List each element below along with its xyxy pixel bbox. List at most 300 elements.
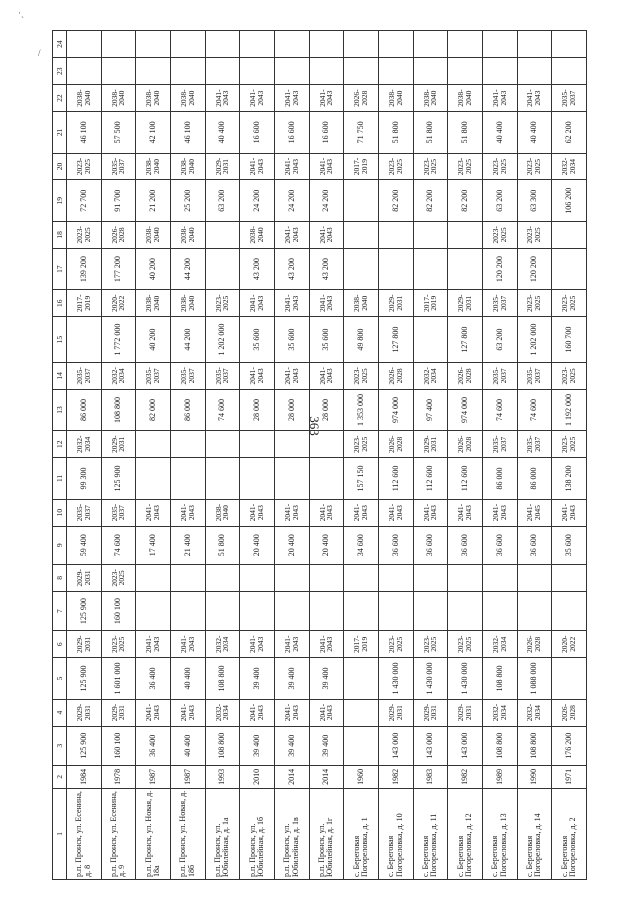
column-header: 9 (53, 526, 67, 564)
cost-cell: 160 700 (552, 317, 587, 363)
address-cell: с. Береговая Погореловка, д. 2 (552, 788, 587, 879)
cost-cell (274, 591, 309, 630)
period-cell: 2026-2028 (448, 431, 483, 458)
table-row (136, 31, 171, 880)
period-cell: 2029-2031 (448, 290, 483, 317)
table-row (205, 31, 240, 880)
period-cell: 2029-2031 (413, 699, 448, 726)
column-header: 13 (53, 389, 67, 430)
cost-cell (240, 58, 275, 85)
period-cell: 2041-2043 (274, 699, 309, 726)
column-header: 19 (53, 180, 67, 221)
cost-cell (378, 58, 413, 85)
cost-cell (136, 458, 171, 499)
period-cell: 2041-2043 (205, 85, 240, 112)
period-cell: 2038-2040 (136, 290, 171, 317)
period-cell: 2029-2031 (378, 290, 413, 317)
cost-cell: 35 600 (240, 317, 275, 363)
period-cell (309, 31, 344, 58)
cost-cell: 176 200 (552, 726, 587, 765)
cost-cell: 108 800 (205, 726, 240, 765)
cost-cell: 35 600 (274, 317, 309, 363)
period-cell (448, 31, 483, 58)
cost-cell: 74 600 (101, 526, 136, 564)
cost-cell: 51 800 (448, 112, 483, 153)
cost-cell (274, 458, 309, 499)
cost-cell: 49 800 (344, 317, 379, 363)
period-cell: 2023-2025 (517, 221, 552, 248)
period-cell: 2035-2037 (482, 362, 517, 389)
period-cell: 2023-2025 (552, 362, 587, 389)
cost-cell (101, 58, 136, 85)
cost-cell: 28 000 (240, 389, 275, 430)
period-cell: 2038-2040 (170, 85, 205, 112)
cost-cell: 51 800 (378, 112, 413, 153)
period-cell: 2020-2022 (101, 290, 136, 317)
period-cell: 2041-2043 (240, 631, 275, 658)
period-cell (101, 31, 136, 58)
address-cell: р.п. Пронск, ул. Юбилейная, д. 1г (309, 788, 344, 879)
period-cell (413, 221, 448, 248)
period-cell (552, 221, 587, 248)
cost-cell (413, 58, 448, 85)
cost-cell: 28 000 (309, 389, 344, 430)
column-header: 8 (53, 564, 67, 591)
cost-cell (448, 248, 483, 289)
cost-cell: 25 200 (170, 180, 205, 221)
period-cell: 2041-2043 (552, 499, 587, 526)
cost-cell: 43 200 (309, 248, 344, 289)
period-cell: 2041-2043 (482, 499, 517, 526)
cost-cell: 40 400 (205, 112, 240, 153)
year-built-cell: 1960 (344, 765, 379, 788)
cost-cell (413, 591, 448, 630)
cost-cell (378, 248, 413, 289)
period-cell: 2041-2043 (240, 85, 275, 112)
column-header: 1 (53, 788, 67, 879)
cost-cell: 108 800 (482, 726, 517, 765)
period-cell: 2029-2031 (378, 699, 413, 726)
cost-cell: 24 200 (309, 180, 344, 221)
cost-cell: 143 000 (378, 726, 413, 765)
cost-cell (309, 591, 344, 630)
period-cell: 2023-2025 (344, 362, 379, 389)
period-cell: 2035-2037 (517, 362, 552, 389)
cost-cell: 35 600 (309, 317, 344, 363)
period-cell: 2029-2031 (413, 431, 448, 458)
column-header: 18 (53, 221, 67, 248)
cost-cell: 108 800 (517, 726, 552, 765)
period-cell: 2023-2025 (101, 631, 136, 658)
period-cell: 2023-2025 (413, 153, 448, 180)
cost-cell: 36 600 (378, 526, 413, 564)
cost-cell: 112 600 (448, 458, 483, 499)
period-cell (240, 431, 275, 458)
column-header: 16 (53, 290, 67, 317)
address-cell: р.п. Пронск, ул. Юбилейная, д. 1а (205, 788, 240, 879)
column-header: 15 (53, 317, 67, 363)
period-cell: 2038-2040 (413, 85, 448, 112)
cost-cell: 974 000 (448, 389, 483, 430)
year-built-cell: 1978 (101, 765, 136, 788)
cost-cell: 51 800 (205, 526, 240, 564)
period-cell (274, 564, 309, 591)
cost-cell: 40 400 (517, 112, 552, 153)
cost-cell: 74 600 (205, 389, 240, 430)
cost-cell: 51 800 (413, 112, 448, 153)
cost-cell: 160 100 (101, 726, 136, 765)
period-cell: 2026-2028 (448, 362, 483, 389)
table-row (309, 31, 344, 880)
cost-cell: 1 192 000 (552, 389, 587, 430)
cost-cell: 112 600 (378, 458, 413, 499)
column-header: 24 (53, 31, 67, 58)
period-cell: 2032-2034 (517, 699, 552, 726)
period-cell: 2041-2043 (240, 362, 275, 389)
period-cell (205, 31, 240, 58)
address-cell: с. Береговая Погореловка, д. 11 (413, 788, 448, 879)
period-cell: 2035-2037 (67, 499, 102, 526)
cost-cell: 71 750 (344, 112, 379, 153)
period-cell: 2020-2022 (552, 631, 587, 658)
rotated-table-container (52, 30, 587, 880)
cost-cell: 21 400 (170, 526, 205, 564)
cost-cell (136, 591, 171, 630)
period-cell (344, 564, 379, 591)
period-cell: 2023-2025 (552, 290, 587, 317)
cost-cell: 36 600 (413, 526, 448, 564)
period-cell: 2041-2043 (274, 85, 309, 112)
period-cell: 2041-2043 (136, 631, 171, 658)
cost-cell (482, 591, 517, 630)
period-cell: 2023-2025 (344, 431, 379, 458)
cost-cell: 57 500 (101, 112, 136, 153)
cost-cell: 28 000 (274, 389, 309, 430)
period-cell (274, 431, 309, 458)
cost-cell (344, 658, 379, 699)
table-row (170, 31, 205, 880)
period-cell: 2035-2037 (101, 153, 136, 180)
cost-cell: 143 000 (448, 726, 483, 765)
period-cell: 2017-2019 (344, 631, 379, 658)
period-cell (170, 31, 205, 58)
cost-cell: 112 600 (413, 458, 448, 499)
period-cell (344, 31, 379, 58)
cost-cell (413, 248, 448, 289)
cost-cell: 40 400 (170, 726, 205, 765)
table-row (240, 31, 275, 880)
period-cell: 2023-2025 (517, 153, 552, 180)
cost-cell (205, 458, 240, 499)
column-header: 14 (53, 362, 67, 389)
table-row (378, 31, 413, 880)
address-cell: с. Береговая Погореловка, д. 1 (344, 788, 379, 879)
period-cell: 2026-2028 (378, 431, 413, 458)
cost-cell (240, 458, 275, 499)
period-cell (517, 564, 552, 591)
period-cell: 2035-2037 (136, 362, 171, 389)
year-built-cell: 1982 (448, 765, 483, 788)
cost-cell: 43 200 (274, 248, 309, 289)
period-cell: 2041-2043 (309, 699, 344, 726)
period-cell: 2035-2037 (170, 362, 205, 389)
cost-cell: 40 400 (482, 112, 517, 153)
address-cell: с. Береговая Погореловка, д. 13 (482, 788, 517, 879)
cost-cell: 82 200 (448, 180, 483, 221)
cost-cell: 1 601 000 (101, 658, 136, 699)
cost-cell: 1 430 000 (378, 658, 413, 699)
period-cell: 2041-2043 (274, 362, 309, 389)
cost-cell: 177 200 (101, 248, 136, 289)
period-cell: 2041-2043 (240, 153, 275, 180)
address-cell: с. Береговая Погореловка, д. 12 (448, 788, 483, 879)
period-cell: 2017-2019 (67, 290, 102, 317)
period-cell: 2041-2043 (309, 631, 344, 658)
cost-cell: 1 772 000 (101, 317, 136, 363)
cost-cell (136, 58, 171, 85)
period-cell (552, 564, 587, 591)
period-cell: 2023-2025 (552, 431, 587, 458)
period-cell: 2023-2025 (482, 153, 517, 180)
year-built-cell: 1993 (205, 765, 240, 788)
cost-cell: 974 000 (378, 389, 413, 430)
period-cell: 2038-2040 (101, 85, 136, 112)
period-cell: 2023-2025 (413, 631, 448, 658)
cost-cell (309, 458, 344, 499)
year-built-cell: 1984 (67, 765, 102, 788)
year-built-cell: 1990 (517, 765, 552, 788)
cost-cell: 97 400 (413, 389, 448, 430)
cost-cell: 127 800 (448, 317, 483, 363)
period-cell: 2035-2037 (101, 499, 136, 526)
cost-cell: 108 800 (482, 658, 517, 699)
period-cell: 2041-2043 (309, 85, 344, 112)
cost-cell: 21 200 (136, 180, 171, 221)
period-cell: 2026-2028 (378, 362, 413, 389)
period-cell: 2041-2043 (136, 499, 171, 526)
period-cell: 2041-2043 (170, 499, 205, 526)
period-cell (378, 221, 413, 248)
cost-cell: 125 900 (67, 658, 102, 699)
table-row (517, 31, 552, 880)
column-header: 10 (53, 499, 67, 526)
table-row (552, 31, 587, 880)
period-cell: 2032-2034 (413, 362, 448, 389)
cost-cell (552, 58, 587, 85)
period-cell: 2023-2025 (378, 153, 413, 180)
cost-cell (240, 591, 275, 630)
period-cell: 2038-2040 (448, 85, 483, 112)
cost-cell: 1 430 000 (448, 658, 483, 699)
period-cell: 2038-2040 (136, 85, 171, 112)
address-cell: р.п. Пронск, ул. Новая, д. 18а (136, 788, 171, 879)
period-cell: 2026-2028 (517, 631, 552, 658)
cost-cell: 39 400 (309, 658, 344, 699)
cost-cell: 125 900 (67, 726, 102, 765)
cost-cell: 35 600 (552, 526, 587, 564)
year-built-cell: 1987 (170, 765, 205, 788)
period-cell (205, 431, 240, 458)
cost-cell: 16 600 (274, 112, 309, 153)
period-cell: 2023-2025 (517, 290, 552, 317)
period-cell: 2041-2043 (378, 499, 413, 526)
cost-cell: 127 800 (378, 317, 413, 363)
period-cell: 2026-2028 (344, 85, 379, 112)
cost-cell: 106 200 (552, 180, 587, 221)
year-built-cell: 1987 (136, 765, 171, 788)
cost-cell (309, 58, 344, 85)
cost-cell: 82 200 (413, 180, 448, 221)
period-cell (517, 31, 552, 58)
period-cell (482, 31, 517, 58)
cost-cell: 74 600 (482, 389, 517, 430)
address-cell: р.п. Пронск, ул. Юбилейная, д. 1б (240, 788, 275, 879)
cost-cell (413, 317, 448, 363)
table-row (482, 31, 517, 880)
cost-cell: 143 000 (413, 726, 448, 765)
period-cell: 2041-2043 (240, 699, 275, 726)
period-cell: 2035-2037 (205, 362, 240, 389)
period-cell: 2029-2031 (67, 564, 102, 591)
cost-cell: 43 200 (240, 248, 275, 289)
cost-cell: 63 300 (517, 180, 552, 221)
period-cell: 2041-2043 (274, 290, 309, 317)
period-cell (136, 564, 171, 591)
cost-cell: 120 200 (517, 248, 552, 289)
cost-cell (482, 58, 517, 85)
period-cell (448, 564, 483, 591)
cost-cell: 120 200 (482, 248, 517, 289)
period-cell: 2041-2043 (274, 153, 309, 180)
cost-cell: 44 200 (170, 248, 205, 289)
column-header: 12 (53, 431, 67, 458)
cost-cell: 91 700 (101, 180, 136, 221)
column-header: 20 (53, 153, 67, 180)
period-cell: 2032-2034 (101, 362, 136, 389)
cost-cell: 24 200 (274, 180, 309, 221)
cost-cell (274, 58, 309, 85)
address-cell: р.п. Пронск, ул. Новая, д. 18б (170, 788, 205, 879)
cost-cell: 36 600 (448, 526, 483, 564)
cost-cell: 1 353 000 (344, 389, 379, 430)
cost-cell (205, 58, 240, 85)
cost-cell: 39 400 (274, 658, 309, 699)
cost-cell (205, 248, 240, 289)
cost-cell: 36 600 (482, 526, 517, 564)
cost-cell: 125 900 (67, 591, 102, 630)
cost-cell: 125 900 (101, 458, 136, 499)
period-cell: 2041-2043 (309, 499, 344, 526)
period-cell: 2041-2043 (309, 153, 344, 180)
period-cell: 2023-2025 (378, 631, 413, 658)
period-cell: 2041-2043 (274, 631, 309, 658)
cost-cell: 39 400 (309, 726, 344, 765)
column-header: 17 (53, 248, 67, 289)
cost-cell (517, 58, 552, 85)
period-cell: 2041-2043 (344, 499, 379, 526)
page-number: 363 (307, 416, 322, 436)
period-cell (378, 564, 413, 591)
cost-cell (344, 591, 379, 630)
cost-cell: 20 400 (274, 526, 309, 564)
column-header: 22 (53, 85, 67, 112)
column-header: 6 (53, 631, 67, 658)
cost-cell (205, 591, 240, 630)
cost-cell: 42 100 (136, 112, 171, 153)
cost-cell (344, 248, 379, 289)
period-cell: 2041-2045 (517, 499, 552, 526)
address-cell: р.п. Пронск, ул. Есенина, д. 9 (101, 788, 136, 879)
period-cell (344, 699, 379, 726)
period-cell: 2038-2040 (67, 85, 102, 112)
table-row (448, 31, 483, 880)
period-cell: 2035-2037 (552, 85, 587, 112)
period-cell: 2041-2043 (240, 499, 275, 526)
period-cell: 2038-2040 (136, 221, 171, 248)
cost-cell: 157 150 (344, 458, 379, 499)
cost-cell: 63 200 (482, 317, 517, 363)
year-built-cell: 2014 (309, 765, 344, 788)
period-cell: 2041-2043 (448, 499, 483, 526)
cost-cell (170, 458, 205, 499)
cost-cell: 82 000 (136, 389, 171, 430)
cost-cell (448, 591, 483, 630)
period-cell: 2038-2040 (344, 290, 379, 317)
period-cell: 2041-2043 (309, 290, 344, 317)
cost-cell: 86 000 (517, 458, 552, 499)
table-row (274, 31, 309, 880)
table-row (67, 31, 102, 880)
cost-cell (517, 591, 552, 630)
period-cell: 2032-2034 (67, 431, 102, 458)
cost-cell (67, 58, 102, 85)
period-cell: 2038-2040 (378, 85, 413, 112)
cost-cell: 1 088 000 (517, 658, 552, 699)
period-cell: 2041-2043 (309, 221, 344, 248)
period-cell: 2032-2034 (205, 631, 240, 658)
column-header: 2 (53, 765, 67, 788)
period-cell (344, 221, 379, 248)
cost-cell (344, 58, 379, 85)
cost-cell (170, 58, 205, 85)
year-built-cell: 1989 (482, 765, 517, 788)
cost-cell: 139 200 (67, 248, 102, 289)
stray-mark: / (38, 48, 41, 58)
period-cell: 2029-2031 (205, 153, 240, 180)
period-cell: 2041-2043 (170, 631, 205, 658)
cost-cell: 16 600 (240, 112, 275, 153)
period-cell (274, 31, 309, 58)
period-cell: 2038-2040 (136, 153, 171, 180)
cost-cell: 20 400 (309, 526, 344, 564)
address-cell: с. Береговая Погореловка, д. 10 (378, 788, 413, 879)
column-header: 3 (53, 726, 67, 765)
cost-cell: 82 200 (378, 180, 413, 221)
period-cell: 2038-2040 (240, 221, 275, 248)
cost-cell: 36 400 (136, 658, 171, 699)
cost-cell: 16 600 (309, 112, 344, 153)
cost-cell (344, 726, 379, 765)
address-cell: с. Береговая Погореловка, д. 14 (517, 788, 552, 879)
year-built-cell: 1971 (552, 765, 587, 788)
cost-cell: 108 800 (205, 658, 240, 699)
period-cell (67, 31, 102, 58)
column-number-row (53, 31, 67, 880)
cost-cell: 44 200 (170, 317, 205, 363)
cost-cell: 63 200 (205, 180, 240, 221)
period-cell (170, 564, 205, 591)
period-cell (413, 31, 448, 58)
